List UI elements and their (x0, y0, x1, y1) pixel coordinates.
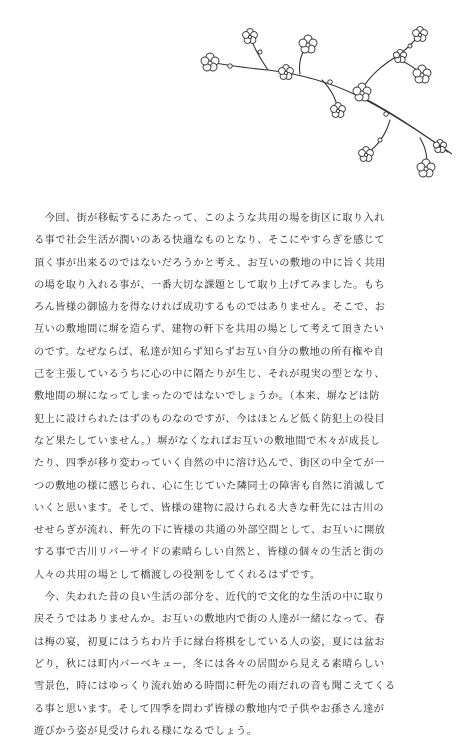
body-text (34, 208, 426, 743)
text-line: は梅の宴，初夏にはうちわ片手に縁台将棋をしている人の姿，夏には盆お (34, 636, 386, 648)
paragraph-1 (34, 208, 426, 587)
text-line: のです。なぜならば、私達が知らず知らずお互い自分の敷地の所有権や自 (34, 346, 385, 358)
text-line: 人々の共用の場として橋渡しの役割をしてくれるはずです。 (34, 569, 321, 581)
text-line: の場を取り入れる事が、一番大切な課題として取り上げてみました。もち (34, 279, 386, 291)
plum-blossom-branch-illustration (190, 22, 452, 182)
text-line: 遊びかう姿が見受けられる様になるでしょう。 (34, 725, 258, 737)
text-line: 頂く事が出来るのではないだろうかと考え、お互いの敷地の中に旨く共用 (34, 257, 386, 269)
text-line: 戻そうではありませんか。お互いの敷地内で街の人達が一緒になって、春 (34, 614, 385, 626)
text-line: せせらぎが流れ、軒先の下に皆様の共通の外部空間として、お互いに開放 (34, 525, 386, 537)
paragraph-2 (34, 587, 426, 743)
text-line: どり，秋には町内バーベキュー，冬には各々の居間から見える素晴らしい (34, 658, 385, 670)
text-line: つの敷地の様に感じられ、心に生じていた隣同士の障害も自然に消滅して (34, 480, 386, 492)
text-line: 己を主張しているうちに心の中に隔たりが生じ、それが現実の型となり、 (34, 369, 386, 381)
text-line: 犯上に設けられたはずのものなのですが、今はほとんど低く防犯上の役目 (34, 413, 386, 425)
text-line: 互いの敷地間に塀を造らず、建物の軒下を共用の場として考えて頂きたい (34, 324, 385, 336)
text-line: 今回、街が移転するにあたって、このような共用の場を街区に取り入れ (34, 213, 385, 224)
text-line: ろん皆様の御協力を得なければ成功するものではありません。そこで、お (34, 302, 386, 314)
text-line: いくと思います。そして、皆様の建物に設けられる大きな軒先には古川の (34, 502, 385, 514)
text-line: 敷地間の塀になってしまったのではないでしょうか。（本来、塀などは防 (34, 391, 380, 403)
text-line: る事と思います。そして四季を問わず皆様の敷地内で子供やお孫さん達が (34, 703, 385, 715)
text-line: する事で古川リバーサイドの素晴らしい自然と、皆様の個々の生活と街の (34, 547, 385, 559)
text-line: など果たしていません。）塀がなくなればお互いの敷地間で木々が成長し (34, 435, 381, 447)
text-line: る事で社会生活が潤いのある快適なものとなり、そこにやすらぎを感じて (34, 235, 386, 247)
text-line: 今、失われた昔の良い生活の部分を、近代的で文化的な生活の中に取り (34, 592, 386, 604)
text-line: 雪景色，時にはゆっくり流れ始める時間に軒先の雨だれの音も聞こえてくる (34, 681, 396, 693)
text-line: たり、四季が移り変わっていく自然の中に溶け込んで、街区の中全てが一 (34, 458, 385, 470)
